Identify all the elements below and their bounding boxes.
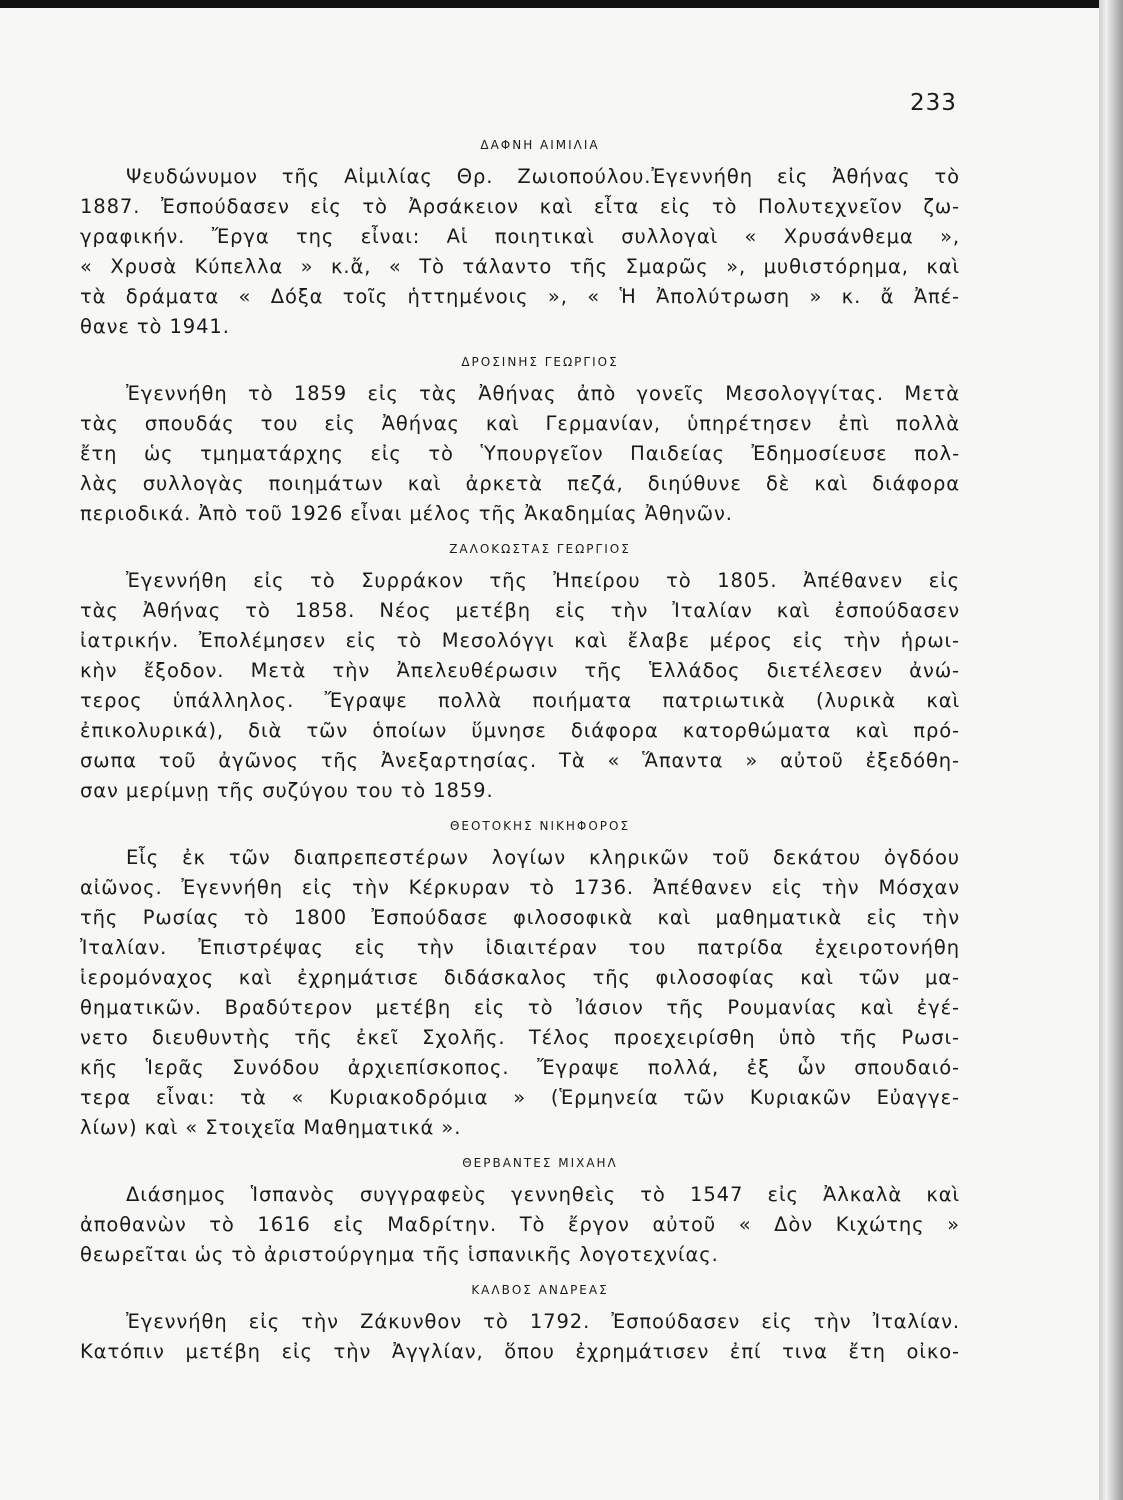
entry-drosinis <box>80 355 960 529</box>
entry-heading: ΘΕΡΒΑΝΤΕΣ ΜΙΧΑΗΛ <box>462 1156 618 1170</box>
text-line: κῆς Ἱερᾶς Συνόδου ἀρχιεπίσκοπος. Ἔγραψε πολλά, ἐξ ὧν σπουδαιό- <box>80 1056 960 1079</box>
text-line: γραφικήν. Ἔργα της εἶναι: Αἱ ποιητικαὶ συλλογαὶ « Χρυσάνθεμα », <box>80 225 960 248</box>
text-line: τὰ δράματα « Δόξα τοῖς ἡττημένοις », « Ἡ Ἀπολύτρωση » κ. ἄ Ἀπέ- <box>80 285 960 308</box>
entry-text <box>80 843 960 1143</box>
text-line: ἰατρικήν. Ἐπολέμησεν εἰς τὸ Μεσολόγγι καὶ ἔλαβε μέρος εἰς τὴν ἡρωι- <box>80 629 960 652</box>
text-line: Ἐγεννήθη εἰς τὸ Συρράκον τῆς Ἠπείρου τὸ 1805. Ἀπέθανεν εἰς <box>126 569 960 592</box>
text-line: τῆς Ρωσίας τὸ 1800 Ἐσπούδασε φιλοσοφικὰ καὶ μαθηματικὰ εἰς τὴν <box>80 906 960 929</box>
text-line: λίων) καὶ « Στοιχεῖα Μαθηματικά ». <box>80 1116 462 1139</box>
entry-heading: ΘΕΟΤΟΚΗΣ ΝΙΚΗΦΟΡΟΣ <box>449 819 631 833</box>
text-line: λὰς συλλογὰς ποιημάτων καὶ ἀρκετὰ πεζά, διηύθυνε δὲ καὶ διάφορα <box>80 472 960 495</box>
page-content <box>80 138 960 1380</box>
text-line: 1887. Ἐσπούδασεν εἰς τὸ Ἀρσάκειον καὶ εἶτα εἰς τὸ Πολυτεχνεῖον ζω- <box>80 195 960 218</box>
text-line: σωπα τοῦ ἀγῶνος τῆς Ἀνεξαρτησίας. Τὰ « Ἅπαντα » αὐτοῦ ἐξεδόθη- <box>80 749 960 772</box>
text-line: περιοδικά. Ἀπὸ τοῦ 1926 εἶναι μέλος τῆς Ἀκαδημίας Ἀθηνῶν. <box>80 502 733 525</box>
entry-zalokostas <box>80 542 960 806</box>
text-line: τὰς σπουδάς του εἰς Ἀθήνας καὶ Γερμανίαν, ὑπηρέτησεν ἐπὶ πολλὰ <box>80 412 960 435</box>
text-line: θεωρεῖται ὡς τὸ ἀριστούργημα τῆς ἱσπανικῆς λογοτεχνίας. <box>80 1243 719 1266</box>
text-line: σαν μερίμνῃ τῆς συζύγου του τὸ 1859. <box>80 779 494 802</box>
text-line: « Χρυσὰ Κύπελλα » κ.ἄ, « Τὸ τάλαντο τῆς Σμαρῶς », μυθιστόρημα, καὶ <box>80 255 960 278</box>
entry-kalvos <box>80 1283 960 1367</box>
text-line: θανε τὸ 1941. <box>80 315 230 338</box>
text-line: νετο διευθυντὴς τῆς ἐκεῖ Σχολῆς. Τέλος προεχειρίσθη ὑπὸ τῆς Ρωσι- <box>80 1026 960 1049</box>
entry-text <box>80 1307 960 1367</box>
text-line: ἱερομόναχος καὶ ἐχρημάτισε διδάσκαλος τῆς φιλοσοφίας καὶ τῶν μα- <box>80 966 960 989</box>
entry-dafni <box>80 138 960 342</box>
text-line: κὴν ἔξοδον. Μετὰ τὴν Ἀπελευθέρωσιν τῆς Ἑλλάδος διετέλεσεν ἀνώ- <box>80 659 960 682</box>
text-line: ἀποθανὼν τὸ 1616 εἰς Μαδρίτην. Τὸ ἔργον αὐτοῦ « Δὸν Κιχώτης » <box>80 1213 960 1236</box>
scan-right-edge <box>1099 0 1123 1500</box>
text-line: Κατόπιν μετέβη εἰς τὴν Ἀγγλίαν, ὅπου ἐχρημάτισεν ἐπί τινα ἔτη οἰκο- <box>80 1340 960 1363</box>
text-line: θηματικῶν. Βραδύτερον μετέβη εἰς τὸ Ἰάσιον τῆς Ρουμανίας καὶ ἐγέ- <box>80 996 960 1019</box>
entry-heading: ΚΑΛΒΟΣ ΑΝΔΡΕΑΣ <box>471 1283 609 1297</box>
entry-theotokis <box>80 819 960 1143</box>
entry-heading: ΔΡΟΣΙΝΗΣ ΓΕΩΡΓΙΟΣ <box>461 355 619 369</box>
text-line: ἔτη ὡς τμηματάρχης εἰς τὸ Ὑπουργεῖον Παιδείας Ἐδημοσίευσε πολ- <box>80 442 960 465</box>
scan-top-edge <box>0 0 1123 8</box>
text-line: Ἐγεννήθη τὸ 1859 εἰς τὰς Ἀθήνας ἀπὸ γονεῖς Μεσολογγίτας. Μετὰ <box>126 382 960 405</box>
text-line: Εἷς ἐκ τῶν διαπρεπεστέρων λογίων κληρικῶν τοῦ δεκάτου ὀγδόου <box>126 846 960 869</box>
text-line: ἐπικολυρικά), διὰ τῶν ὁποίων ὕμνησε διάφορα κατορθώματα καὶ πρό- <box>80 719 960 742</box>
text-line: Διάσημος Ἱσπανὸς συγγραφεὺς γεννηθεὶς τὸ 1547 εἰς Ἀλκαλὰ καὶ <box>126 1183 960 1206</box>
entry-text <box>80 566 960 806</box>
entry-heading: ΔΑΦΝΗ ΑΙΜΙΛΙΑ <box>480 138 600 152</box>
entry-heading: ΖΑΛΟΚΩΣΤΑΣ ΓΕΩΡΓΙΟΣ <box>449 542 631 556</box>
text-line: Ἐγεννήθη εἰς τὴν Ζάκυνθον τὸ 1792. Ἐσπούδασεν εἰς τὴν Ἰταλίαν. <box>126 1310 960 1333</box>
text-line: τερος ὑπάλληλος. Ἔγραψε πολλὰ ποιήματα πατριωτικὰ (λυρικὰ καὶ <box>80 689 960 712</box>
text-line: αἰῶνος. Ἐγεννήθη εἰς τὴν Κέρκυραν τὸ 1736. Ἀπέθανεν εἰς τὴν Μόσχαν <box>80 876 960 899</box>
text-line: τὰς Ἀθήνας τὸ 1858. Νέος μετέβη εἰς τὴν Ἰταλίαν καὶ ἐσπούδασεν <box>80 599 960 622</box>
entry-text <box>80 379 960 529</box>
entry-servantes <box>80 1156 960 1270</box>
entry-text <box>80 1180 960 1270</box>
book-page <box>0 8 1099 1500</box>
text-line: Ψευδώνυμον τῆς Αἰμιλίας Θρ. Ζωιοπούλου.Ἐγεννήθη εἰς Ἀθήνας τὸ <box>126 165 960 188</box>
text-line: Ἰταλίαν. Ἐπιστρέψας εἰς τὴν ἰδιαιτέραν του πατρίδα ἐχειροτονήθη <box>80 936 960 959</box>
entry-text <box>80 162 960 342</box>
text-line: τερα εἶναι: τὰ « Κυριακοδρόμια » (Ἑρμηνεία τῶν Κυριακῶν Εὐαγγε- <box>80 1086 960 1109</box>
page-number: 233 <box>910 90 957 116</box>
